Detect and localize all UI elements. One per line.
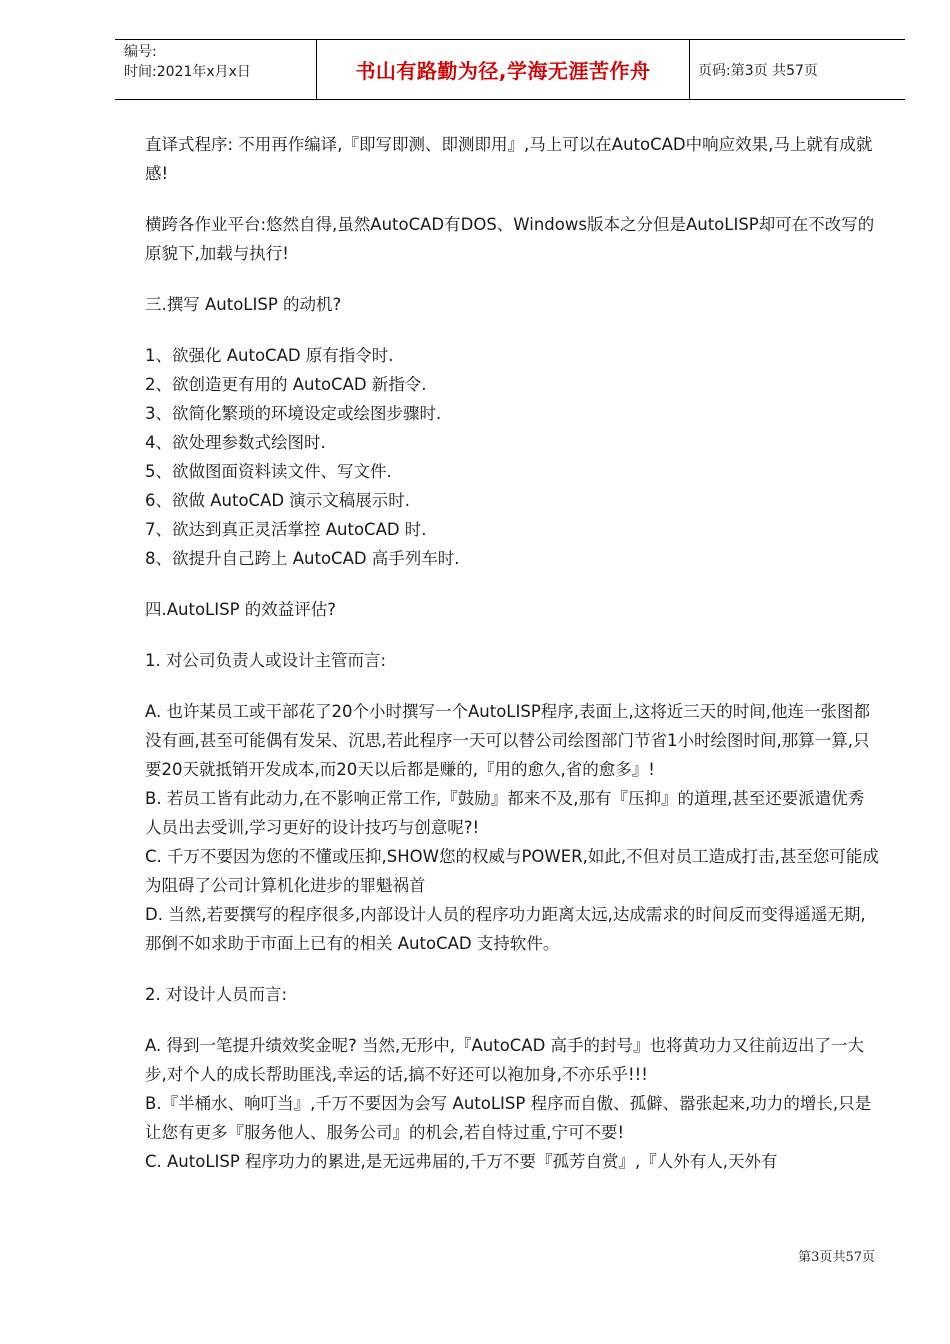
subheading-managers: 1. 对公司负责人或设计主管而言: [145,651,387,670]
page-footer: 第3页共57页 [798,1250,875,1265]
manager-items [145,697,880,958]
header-motto: 书山有路勤为径,学海无涯苦作舟 [316,40,690,99]
list-item: B.『半桶水、响叮当』,千万不要因为会写 AutoLISP 程序而自傲、孤僻、嚣张起来,功力的增长,只是让您有更多『服务他人、服务公司』的机会,若自恃过重,宁可不要! [145,1094,872,1142]
paragraph-cross-platform: 横跨各作业平台:悠然自得,虽然AutoCAD有DOS、Windows版本之分但是AutoLISP却可在不改写的原貌下,加载与执行! [145,215,875,263]
list-item: 2、欲创造更有用的 AutoCAD 新指令. [145,375,427,394]
list-item: 3、欲简化繁琐的环境设定或绘图步骤时. [145,404,442,423]
list-item: C. AutoLISP 程序功力的累进,是无远弗届的,千万不要『孤芳自赏』,『人外有人,天外有 [145,1152,778,1171]
paragraph-interpreted: 直译式程序: 不用再作编译,『即写即测、即测即用』,马上可以在AutoCAD中响应效果,马上就有成就感! [145,135,873,183]
designer-items [145,1031,880,1176]
section-heading-motives: 三.撰写 AutoLISP 的动机? [145,295,342,314]
list-item: 5、欲做图面资料读文件、写文件. [145,462,392,481]
list-item: C. 千万不要因为您的不懂或压抑,SHOW您的权威与POWER,如此,不但对员工造成打击,甚至您可能成为阻碍了公司计算机化进步的罪魁祸首 [145,847,879,895]
list-item: 7、欲达到真正灵活掌控 AutoCAD 时. [145,520,427,539]
header-page-info: 页码:第3页 共57页 [698,62,818,79]
number-label: 编号: [124,44,157,60]
subheading-designers: 2. 对设计人员而言: [145,985,288,1004]
document-body [145,130,880,1198]
list-item: 6、欲做 AutoCAD 演示文稿展示时. [145,491,411,510]
list-item: A. 也许某员工或干部花了20个小时撰写一个AutoLISP程序,表面上,这将近三天的时间,他连一张图都没有画,甚至可能偶有发呆、沉思,若此程序一天可以替公司绘图部门节省1小时绘图时间,那算一算,只要20天就抵销开发成本,而20天以后都是赚的,『用的愈久,省的愈多』! [145,702,871,779]
list-item: 8、欲提升自己跨上 AutoCAD 高手列车时. [145,549,460,568]
list-item: B. 若员工皆有此动力,在不影响正常工作,『鼓励』都来不及,那有『压抑』的道理,甚至还要派遣优秀人员出去受训,学习更好的设计技巧与创意呢?! [145,789,865,837]
header-meta [115,40,316,99]
list-item: A. 得到一笔提升绩效奖金呢? 当然,无形中,『AutoCAD 高手的封号』也将黄功力又往前迈出了一大步,对个人的成长帮助匪浅,幸运的话,搞不好还可以袍加身,不亦乐乎!!! [145,1036,865,1084]
page-header [115,39,905,100]
time-label: 时间:2021年x月x日 [124,64,251,80]
section-heading-benefits: 四.AutoLISP 的效益评估? [145,600,337,619]
list-item: 1、欲强化 AutoCAD 原有指令时. [145,346,394,365]
motives-list [145,341,880,573]
list-item: 4、欲处理参数式绘图时. [145,433,326,452]
list-item: D. 当然,若要撰写的程序很多,内部设计人员的程序功力距离太远,达成需求的时间反而变得遥遥无期,那倒不如求助于市面上已有的相关 AutoCAD 支持软件。 [145,905,866,953]
